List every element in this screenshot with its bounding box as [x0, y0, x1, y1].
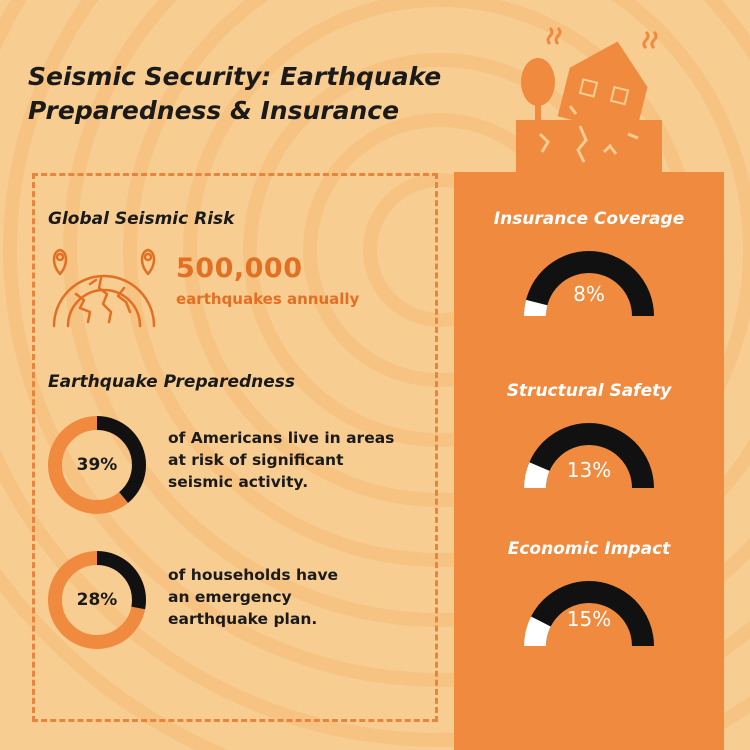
gauge-value-label: 8%: [573, 282, 605, 306]
gauge-title: Economic Impact: [507, 539, 671, 559]
stat-text-line: earthquake plan.: [168, 610, 318, 628]
stat-text-line: seismic activity.: [168, 473, 309, 491]
preparedness-stat-text: [168, 427, 423, 493]
gauge-title: Structural Safety: [506, 381, 672, 401]
preparedness-stat-text: [168, 564, 423, 630]
gauge-value-label: 13%: [566, 458, 612, 482]
donut-value-label: 39%: [76, 455, 118, 475]
preparedness-heading: Earthquake Preparedness: [48, 372, 296, 392]
gauge-title: Insurance Coverage: [493, 209, 685, 229]
annual-earthquakes-number: 500,000: [176, 253, 303, 284]
page-title: [28, 60, 488, 128]
annual-earthquakes-label: earthquakes annually: [176, 290, 360, 308]
globe-cracked-pins-icon: [46, 244, 162, 330]
page-title-line-1: Seismic Security: Earthquake: [28, 62, 442, 91]
donut-value-label: 28%: [76, 590, 118, 610]
gauge-value-label: 15%: [566, 607, 612, 631]
stat-text-line: of Americans live in areas: [168, 429, 395, 447]
page-title-line-2: Preparedness & Insurance: [28, 96, 400, 125]
global-risk-heading: Global Seismic Risk: [48, 209, 235, 229]
stat-text-line: of households have: [168, 566, 339, 584]
stat-text-line: at risk of significant: [168, 451, 344, 469]
collapsing-house-icon: [510, 22, 670, 174]
stat-text-line: an emergency: [168, 588, 292, 606]
